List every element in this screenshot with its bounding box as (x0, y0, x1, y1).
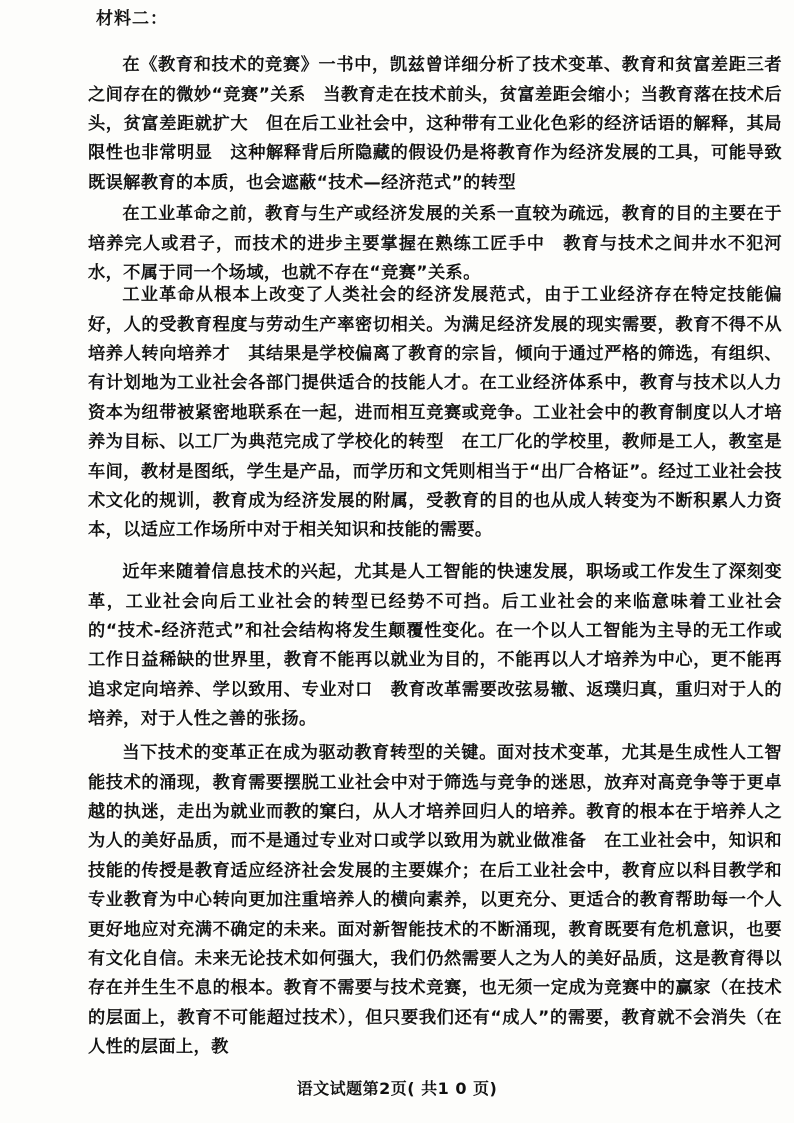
paragraph-5: 当下技术的变革正在成为驱动教育转型的关键。面对技术变革，尤其是生成性人工智能技术的涌现，教育需要摆脱工业社会中对于筛选与竞争的迷思，放弃对高竞争等于更卓越的执迷，走出为就业而教的窠臼，从人才培养回归人的培养。教育的根本在于培养人之为人的美好品质，而不是通过专业对口或学以致用为就业做准备 在工业社会中，知识和技能的传授是教育适应经济社会发展的主要媒介；在后工业社会中，教育应以科目教学和专业教育为中心转向更加注重培养人的横向素养，以更充分、更适合的教育帮助每一个人更好地应对充满不确定的未来。面对新智能技术的不断涌现，教育既要有危机意识，也要有文化自信。未来无论技术如何强大，我们仍然需要人之为人的美好品质，这是教育得以存在并生生不息的根本。教育不需要与技术竞赛，也无须一定成为竞赛中的赢家（在技术的层面上，教育不可能超过技术），但只要我们还有“成人”的需要，教育就不会消失（在人性的层面上，教 (88, 743, 782, 1058)
section-heading: 材料二： (96, 9, 168, 29)
paragraph-3: 工业革命从根本上改变了人类社会的经济发展范式，由于工业经济存在特定技能偏好，人的受教育程度与劳动生产率密切相关。为满足经济发展的现实需要，教育不得不从培养人转向培养才 其结果是学校偏离了教育的宗旨，倾向于通过严格的筛选，有组织、有计划地为工业社会各部门提供适合的技能人才。在工业经济体系中，教育与技术以人力资本为纽带被紧密地联系在一起，进而相互竞赛或竞争。工业社会中的教育制度以人才培养为目标、以工厂为典范完成了学校化的转型 在工厂化的学校里，教师是工人，教室是车间，教材是图纸，学生是产品，而学历和文凭则相当于“出厂合格证”。经过工业社会技术文化的规训，教育成为经济发展的附属，受教育的目的也从成人转变为不断积累人力资本，以适应工作场所中对于相关知识和技能的需要。 (88, 285, 782, 541)
page-footer: 语文试题第2页( 共1 0 页) (296, 1079, 498, 1098)
paragraph-2: 在工业革命之前，教育与生产或经济发展的关系一直较为疏远，教育的目的主要在于培养完人或君子，而技术的进步主要掌握在熟练工匠手中 教育与技术之间井水不犯河水，不属于同一个场域，也就不存在“竞赛”关系。 (88, 204, 782, 283)
paragraph-4: 近年来随着信息技术的兴起，尤其是人工智能的快速发展，职场或工作发生了深刻变革，工业社会向后工业社会的转型已经势不可挡。后工业社会的来临意味着工业社会的“技术-经济范式”和社会结构将发生颠覆性变化。在一个以人工智能为主导的无工作或工作日益稀缺的世界里，教育不能再以就业为目的，不能再以人才培养为中心，更不能再追求定向培养、学以致用、专业对口 教育改革需要改弦易辙、返璞归真，重归对于人的培养，对于人性之善的张扬。 (88, 562, 782, 730)
paragraph-1: 在《教育和技术的竞赛》一书中，凯兹曾详细分析了技术变革、教育和贫富差距三者之间存在的微妙“竞赛”关系 当教育走在技术前头，贫富差距会缩小；当教育落在技术后头，贫富差距就扩大 但在后工业社会中，这种带有工业化色彩的经济话语的解释，其局限性也非常明显 这种解释背后所隐藏的假设仍是将教育作为经济发展的工具，可能导致既误解教育的本质，也会遮蔽“技术—经济范式”的转型 (88, 55, 782, 193)
